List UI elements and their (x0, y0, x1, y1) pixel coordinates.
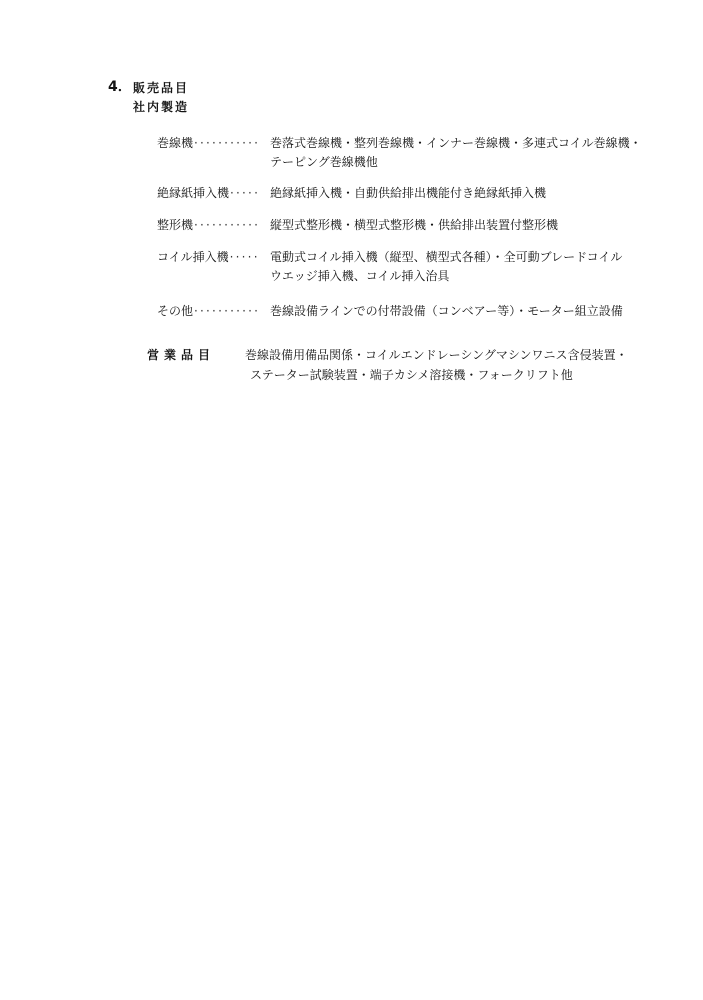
description-line: 巻落式巻線機・整列巻線機・インナー巻線機・多連式コイル巻線機・ (270, 136, 642, 150)
description-line: 縦型式整形機・横型式整形機・供給排出装置付整形機 (270, 218, 559, 232)
item-label-group (157, 250, 260, 264)
leader-dots: ··········· (194, 218, 261, 232)
section-title: 販売品目 (133, 81, 190, 95)
description-line: 絶縁紙挿入機・自動供給排出機能付き絶縁紙挿入機 (270, 186, 547, 200)
item-label: 巻線機 (157, 136, 194, 150)
sales-items-label: 営業品目 (147, 348, 216, 362)
leader-dots: ··········· (194, 136, 261, 150)
in-house-heading: 社内製造 (133, 100, 190, 114)
item-description (270, 248, 622, 286)
item-label-group (157, 136, 260, 150)
sales-description-line: 巻線設備用備品関係・コイルエンドレーシングマシンワニス含侵装置・ (245, 348, 628, 362)
description-line: 電動式コイル挿入機（縦型、横型式各種）・全可動ブレードコイル (270, 250, 623, 264)
item-label: 整形機 (157, 218, 194, 232)
leader-dots: ····· (229, 250, 260, 264)
item-winding-machine (0, 136, 703, 176)
description-line: テーピング巻線機他 (270, 155, 378, 169)
item-other (0, 304, 703, 344)
item-description (270, 302, 623, 321)
item-label-group (157, 304, 260, 318)
sales-description-line: ステーター試験装置・端子カシメ溶接機・フォークリフト他 (250, 368, 573, 382)
item-description (270, 216, 558, 235)
item-description (270, 134, 642, 172)
item-coil-inserter (0, 250, 703, 290)
item-label-group (157, 186, 260, 200)
description-line: ウエッジ挿入機、コイル挿入治具 (270, 269, 450, 283)
description-line: 巻線設備ラインでの付帯設備（コンベアー等）・モーター組立設備 (270, 304, 623, 318)
leader-dots: ··········· (194, 304, 261, 318)
item-label: その他 (157, 304, 194, 318)
item-label: コイル挿入機 (157, 250, 229, 264)
section-number: 4． (108, 79, 132, 95)
item-description (270, 184, 546, 203)
leader-dots: ····· (230, 186, 261, 200)
item-label-group (157, 218, 260, 232)
item-label: 絶縁紙挿入機 (157, 186, 230, 200)
